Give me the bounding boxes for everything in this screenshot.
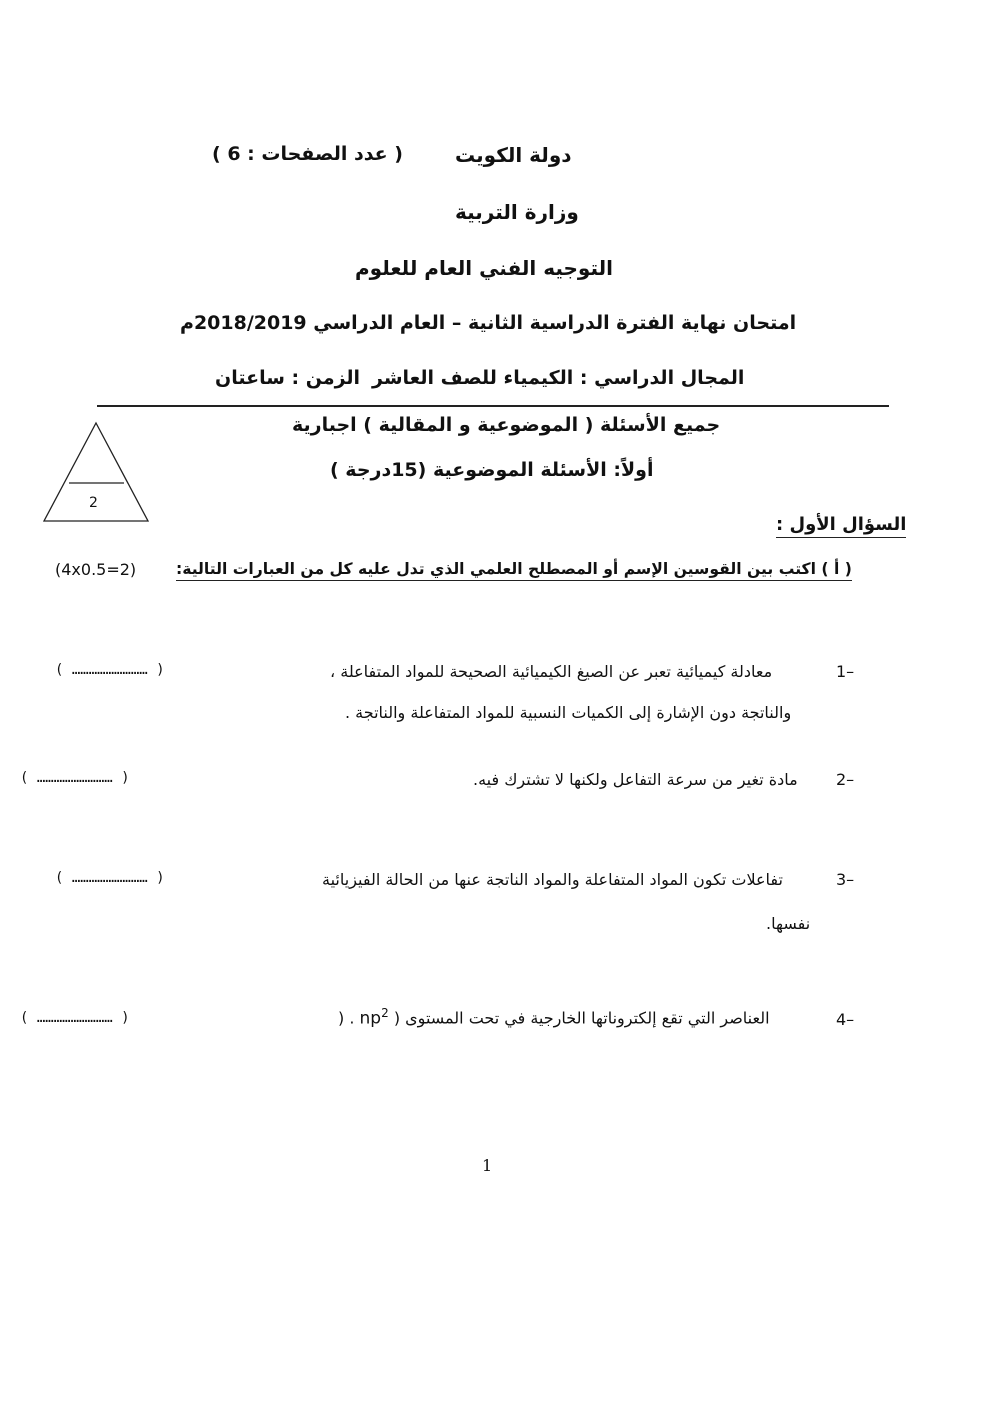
- exam-title: امتحان نهاية الفترة الدراسية الثانية – العام الدراسي 2018/2019م: [180, 312, 797, 334]
- item-4-np: np: [359, 1008, 382, 1029]
- question1-title: السؤال الأول :: [776, 514, 906, 538]
- country-title: دولة الكويت: [455, 143, 572, 167]
- item-3-number: 3–: [836, 870, 855, 889]
- item-4-text-closing: ) .: [338, 1008, 355, 1028]
- score-value: 2: [89, 495, 98, 511]
- item-3-text-line1: تفاعلات تكون المواد المتفاعلة والمواد الناتجة عنها من الحالة الفيزيائية: [322, 870, 783, 889]
- subject-line: المجال الدراسي : الكيمياء للصف العاشر: [372, 367, 745, 389]
- item-1-answer-blank[interactable]: ( ……………………… ): [55, 662, 165, 678]
- item-2-answer-blank[interactable]: ( ……………………… ): [20, 770, 130, 786]
- directorate-title: التوجيه الفني العام للعلوم: [355, 256, 613, 280]
- part-a-instructions: ( أ ) اكتب بين القوسين الإسم أو المصطلح العلمي الذي تدل عليه كل من العبارات التالية:: [176, 560, 852, 581]
- item-2-number: 2–: [836, 770, 855, 789]
- item-1-number: 1–: [836, 662, 855, 681]
- part-a-marks: (4x0.5=2): [55, 560, 137, 579]
- item-3-answer-blank[interactable]: ( ……………………… ): [55, 870, 165, 886]
- item-3-text-line2: نفسها.: [766, 914, 811, 933]
- item-4-answer-blank[interactable]: ( ……………………… ): [20, 1010, 130, 1026]
- time-line: الزمن : ساعتان: [215, 367, 361, 389]
- ministry-title: وزارة التربية: [455, 200, 579, 224]
- item-4-superscript: 2: [381, 1006, 389, 1020]
- item-2-text: مادة تغير من سرعة التفاعل ولكنها لا تشترك فيه.: [473, 770, 798, 789]
- section-title: أولاً: الأسئلة الموضوعية (15درجة ): [330, 459, 654, 481]
- all-questions-note: جميع الأسئلة ( الموضوعية و المقالية ) اجبارية: [292, 414, 721, 436]
- pages-count-note: ( عدد الصفحات : 6 ): [212, 143, 403, 165]
- page-number: 1: [482, 1156, 493, 1175]
- item-1-text-line1: معادلة كيميائية تعبر عن الصيغ الكيميائية الصحيحة للمواد المتفاعلة ،: [330, 662, 773, 681]
- header-divider: [97, 405, 889, 407]
- item-4-text: [338, 1006, 770, 1028]
- item-1-text-line2: والناتجة دون الإشارة إلى الكميات النسبية للمواد المتفاعلة والناتجة .: [345, 703, 792, 722]
- item-4-text-main: العناصر التي تقع إلكتروناتها الخارجية في تحت المستوى (: [393, 1008, 770, 1028]
- item-4-number: 4–: [836, 1010, 855, 1029]
